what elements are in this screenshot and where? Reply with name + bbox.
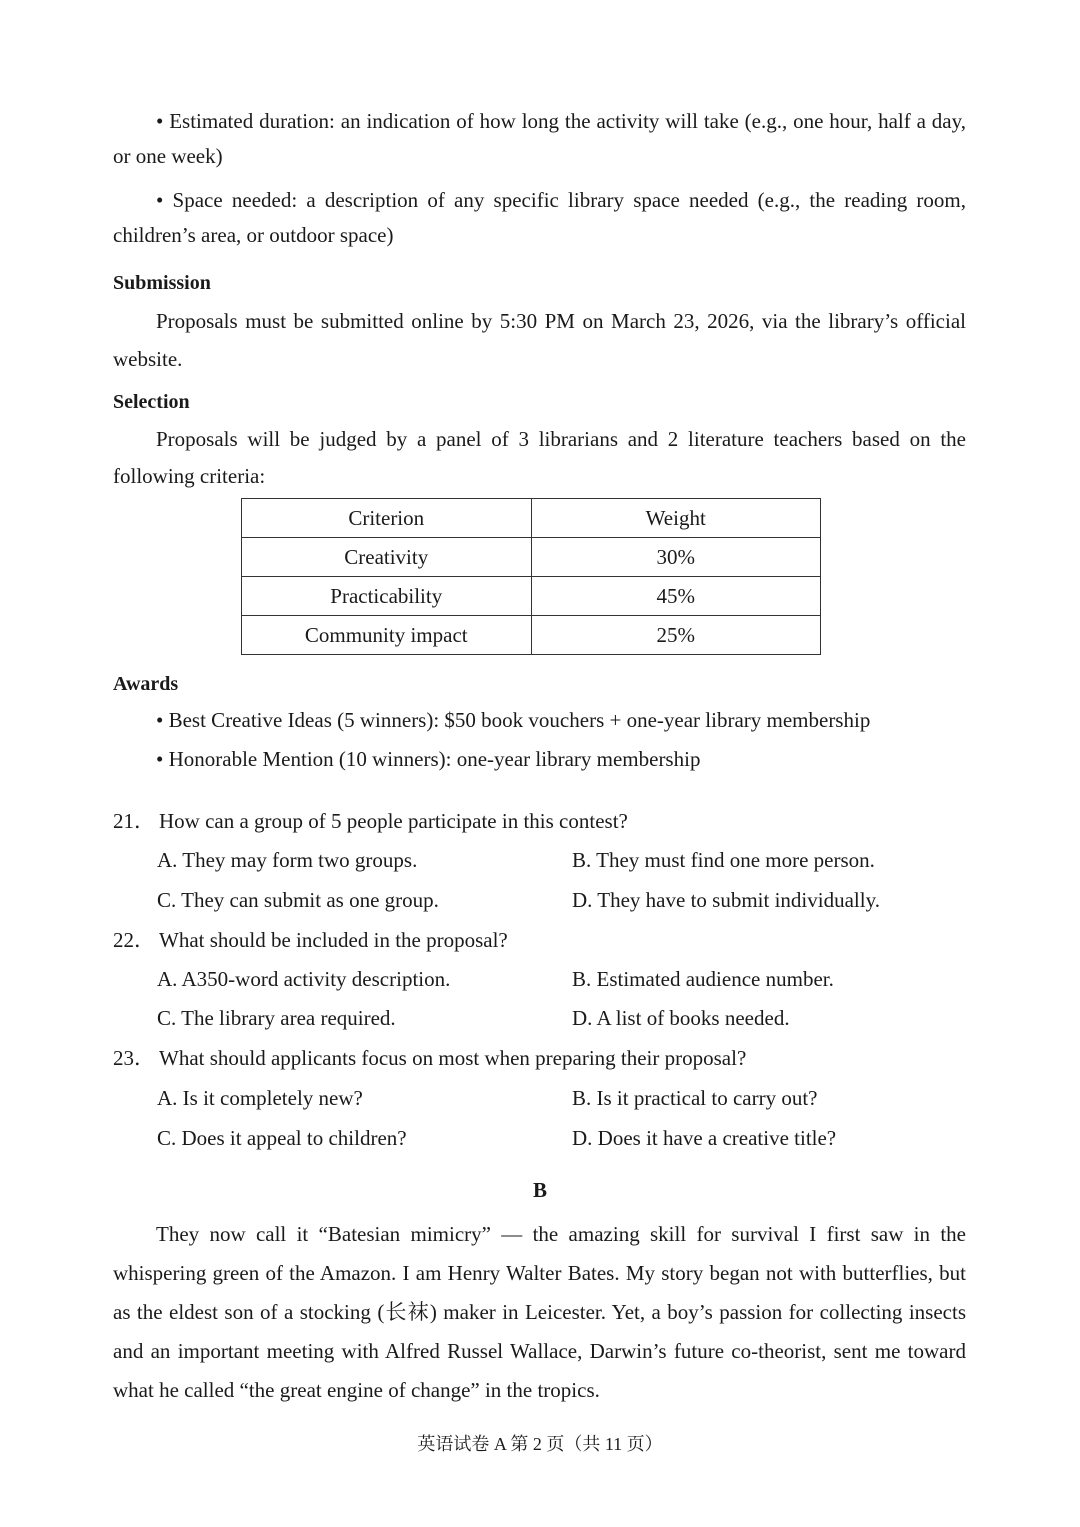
option-a: A. A350-word activity description. xyxy=(157,967,451,991)
question-22 xyxy=(113,926,508,954)
table-header-cell: Criterion xyxy=(242,499,532,538)
table-cell: 45% xyxy=(531,577,821,616)
question-number: 22． xyxy=(113,928,155,952)
option-c: C. The library area required. xyxy=(157,1006,396,1030)
section-b-heading: B xyxy=(532,1178,547,1202)
award-item: • Best Creative Ideas (5 winners): $50 book vouchers + one-year library membership xyxy=(156,708,871,732)
option-c: C. Does it appeal to children? xyxy=(157,1126,407,1150)
table-row xyxy=(242,538,821,577)
section-b-paragraph: They now call it “Batesian mimicry” — the amazing skill for survival I first saw in the whispering green of the Amazon. I am Henry Walter Bates. My story began not with butterflies, but as the eldest son of a stocking (长袜) maker in Leicester. Yet, a boy’s passion for collecting insects and an important meeting with Alfred Russel Wallace, Darwin’s future co-theorist, sent me toward what he called “the great engine of change” in the tropics. xyxy=(113,1222,966,1402)
option-d: D. They have to submit individually. xyxy=(572,888,880,912)
option-d: D. A list of books needed. xyxy=(572,1006,790,1030)
bullet-space: • Space needed: a description of any specific library space needed (e.g., the reading room, children’s area, or outdoor space) xyxy=(113,188,966,247)
question-text: How can a group of 5 people participate in this contest? xyxy=(159,809,628,833)
table-cell: 30% xyxy=(531,538,821,577)
question-text: What should be included in the proposal? xyxy=(159,928,508,952)
option-d: D. Does it have a creative title? xyxy=(572,1126,837,1150)
question-number: 23． xyxy=(113,1046,155,1070)
selection-text: Proposals will be judged by a panel of 3 librarians and 2 literature teachers based on the following criteria: xyxy=(113,427,966,488)
criteria-table xyxy=(241,498,821,655)
table-header-cell: Weight xyxy=(531,499,821,538)
option-c: C. They can submit as one group. xyxy=(157,888,439,912)
option-b: B. Is it practical to carry out? xyxy=(572,1086,818,1110)
submission-text: Proposals must be submitted online by 5:30 PM on March 23, 2026, via the library’s official website. xyxy=(113,309,966,371)
selection-heading: Selection xyxy=(113,391,190,413)
question-21 xyxy=(113,807,628,835)
awards-heading: Awards xyxy=(113,673,179,695)
bullet-duration: • Estimated duration: an indication of how long the activity will take (e.g., one hour, half a day, or one week) xyxy=(113,109,966,168)
table-cell: 25% xyxy=(531,616,821,655)
award-item: • Honorable Mention (10 winners): one-year library membership xyxy=(156,747,701,771)
table-row xyxy=(242,616,821,655)
option-a: A. Is it completely new? xyxy=(157,1086,363,1110)
page-footer: 英语试卷 A 第 2 页（共 11 页） xyxy=(417,1434,663,1454)
table-cell: Community impact xyxy=(242,616,532,655)
question-number: 21． xyxy=(113,809,155,833)
table-header-row xyxy=(242,499,821,538)
table-row xyxy=(242,577,821,616)
table-cell: Creativity xyxy=(242,538,532,577)
question-text: What should applicants focus on most when preparing their proposal? xyxy=(159,1046,747,1070)
question-23 xyxy=(113,1044,746,1072)
submission-heading: Submission xyxy=(113,272,211,294)
option-a: A. They may form two groups. xyxy=(157,848,418,872)
option-b: B. Estimated audience number. xyxy=(572,967,834,991)
table-cell: Practicability xyxy=(242,577,532,616)
option-b: B. They must find one more person. xyxy=(572,848,875,872)
